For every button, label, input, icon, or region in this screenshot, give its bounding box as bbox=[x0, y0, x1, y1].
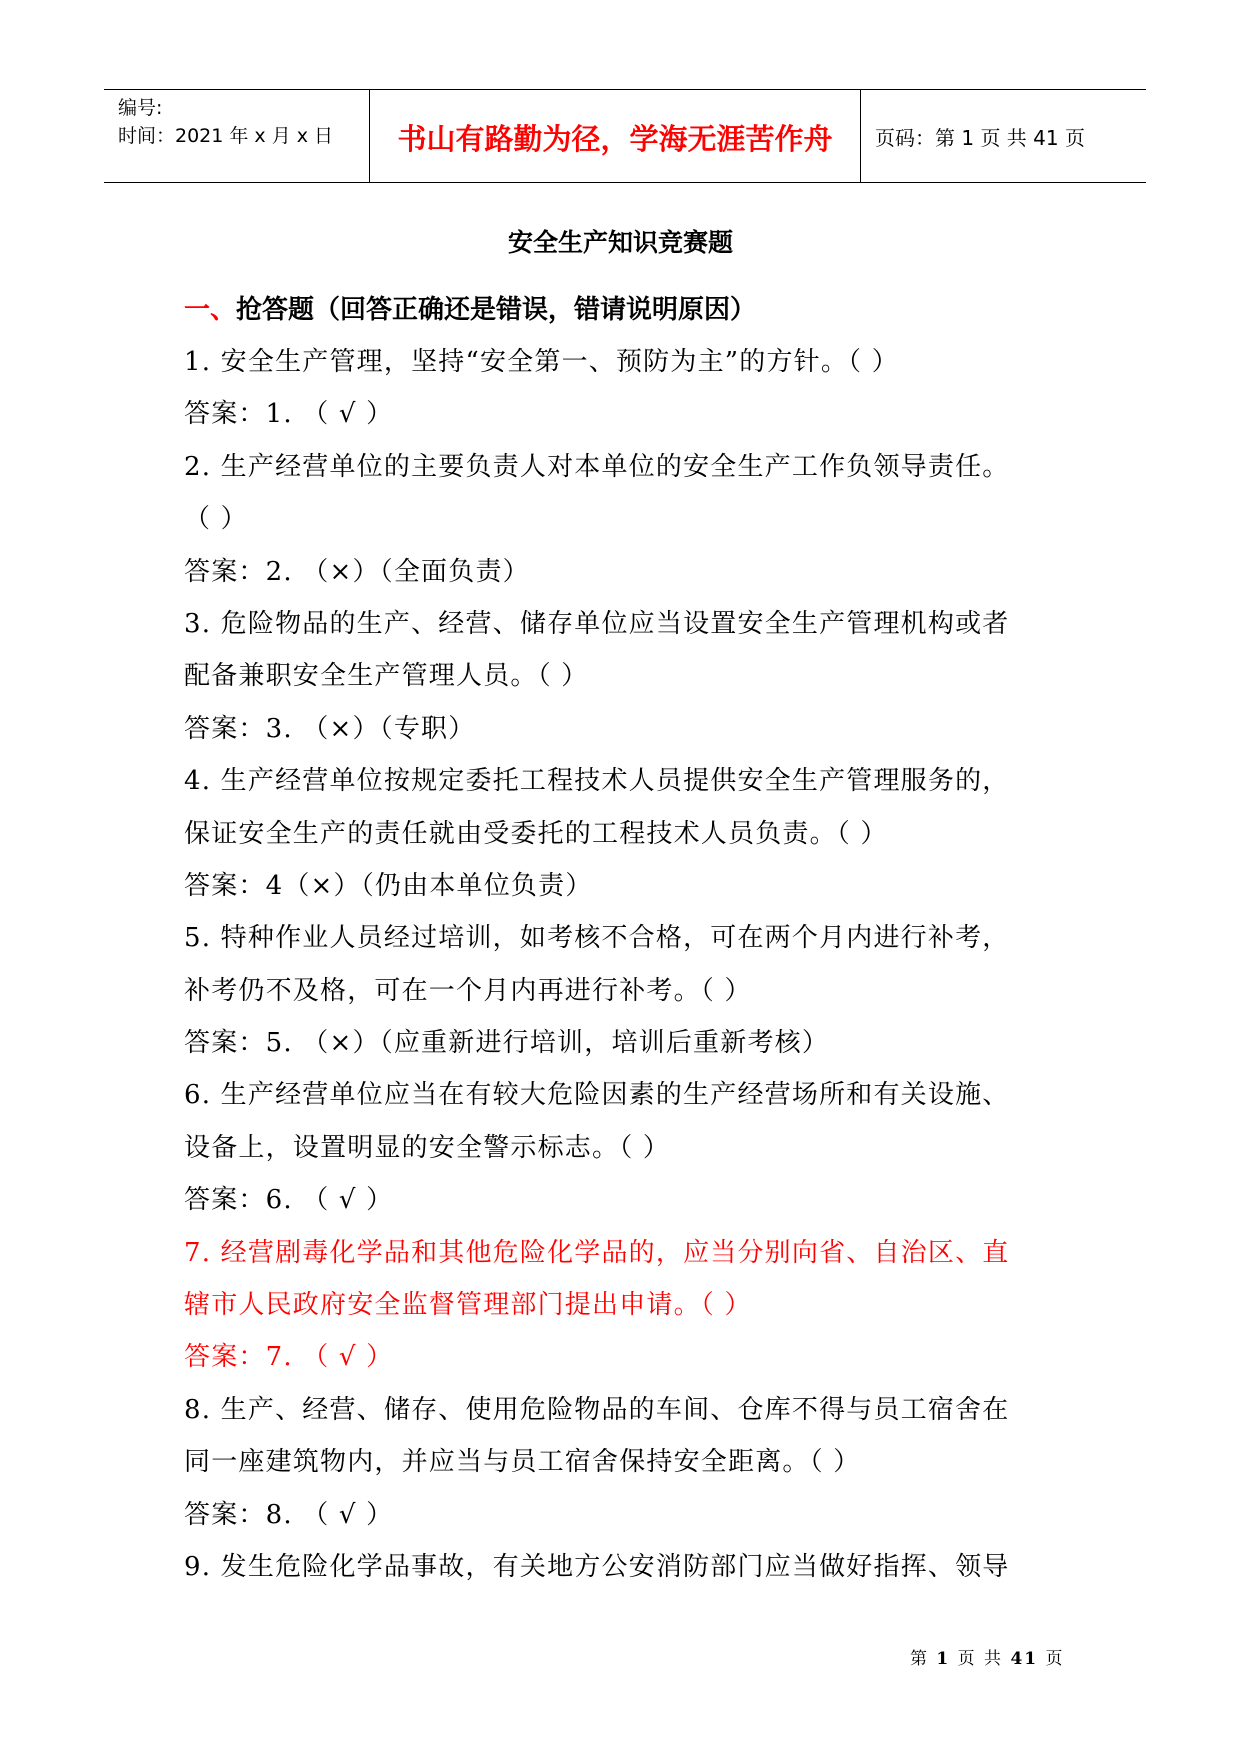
footer-total-pages: 41 bbox=[1010, 1649, 1039, 1669]
text-line: 补考仍不及格，可在一个月内再进行补考。（ ） bbox=[184, 975, 752, 1006]
highlighted-answer-line: 答案：7. （ √ ） bbox=[184, 1342, 394, 1373]
text-line: 配备兼职安全生产管理人员。（ ） bbox=[184, 661, 589, 692]
header-left-cell bbox=[104, 90, 370, 182]
footer-page-number: 1 bbox=[936, 1649, 951, 1669]
highlighted-text-line: 辖市人民政府安全监督管理部门提出申请。（ ） bbox=[184, 1290, 752, 1321]
text-line: 4. 生产经营单位按规定委托工程技术人员提供安全生产管理服务的， bbox=[184, 766, 1010, 797]
text-line: 6. 生产经营单位应当在有较大危险因素的生产经营场所和有关设施、 bbox=[184, 1080, 1010, 1111]
answer-line: 答案：1. （ √ ） bbox=[184, 399, 394, 430]
answer-line: 答案：8. （ √ ） bbox=[184, 1499, 394, 1530]
section-heading-text: 抢答题（回答正确还是错误，错请说明原因） bbox=[236, 295, 757, 325]
text-line: 同一座建筑物内，并应当与员工宿舍保持安全距离。（ ） bbox=[184, 1447, 861, 1478]
answer-line: 答案：4（×）（仍由本单位负责） bbox=[184, 870, 593, 901]
header-table bbox=[104, 89, 1146, 183]
section-number: 一、 bbox=[184, 295, 237, 325]
page-footer bbox=[910, 1644, 1065, 1669]
answer-line: 答案：6. （ √ ） bbox=[184, 1185, 394, 1216]
text-line: 8. 生产、经营、储存、使用危险物品的车间、仓库不得与员工宿舍在 bbox=[184, 1394, 1010, 1425]
footer-post: 页 bbox=[1045, 1649, 1065, 1669]
text-line: 2. 生产经营单位的主要负责人对本单位的安全生产工作负领导责任。 bbox=[184, 451, 1010, 482]
answer-line: 答案：5. （×）（应重新进行培训，培训后重新考核） bbox=[184, 1028, 830, 1059]
highlighted-text-line: 7. 经营剧毒化学品和其他危险化学品的，应当分别向省、自治区、直 bbox=[184, 1237, 1010, 1268]
footer-pre: 第 bbox=[910, 1649, 929, 1669]
text-line: 保证安全生产的责任就由受委托的工程技术人员负责。（ ） bbox=[184, 818, 888, 849]
section-heading bbox=[184, 284, 1074, 336]
footer-mid: 页 共 bbox=[957, 1649, 1004, 1669]
document-title: 安全生产知识竞赛题 bbox=[507, 228, 733, 257]
page-info: 页码：第 1 页 共 41 页 bbox=[875, 125, 1085, 150]
answer-line: 答案：2. （×）（全面负责） bbox=[184, 556, 530, 587]
text-line: 9. 发生危险化学品事故，有关地方公安消防部门应当做好指挥、领导 bbox=[184, 1551, 1010, 1582]
motto: 书山有路勤为径，学海无涯苦作舟 bbox=[370, 90, 861, 182]
text-line: 设备上，设置明显的安全警示标志。（ ） bbox=[184, 1132, 671, 1163]
text-line: 5. 特种作业人员经过培训，如考核不合格，可在两个月内进行补考， bbox=[184, 923, 1010, 954]
text-line: （ ） bbox=[184, 504, 248, 535]
content bbox=[184, 284, 1074, 1593]
answer-line: 答案：3. （×）（专职） bbox=[184, 713, 476, 744]
number-label: 编号: bbox=[118, 97, 163, 119]
text-line: 1. 安全生产管理，坚持“安全第一、预防为主”的方针。（ ） bbox=[184, 347, 899, 377]
time-label: 时间：2021 年 x 月 x 日 bbox=[118, 125, 334, 147]
text-line: 3. 危险物品的生产、经营、储存单位应当设置安全生产管理机构或者 bbox=[184, 608, 1010, 639]
